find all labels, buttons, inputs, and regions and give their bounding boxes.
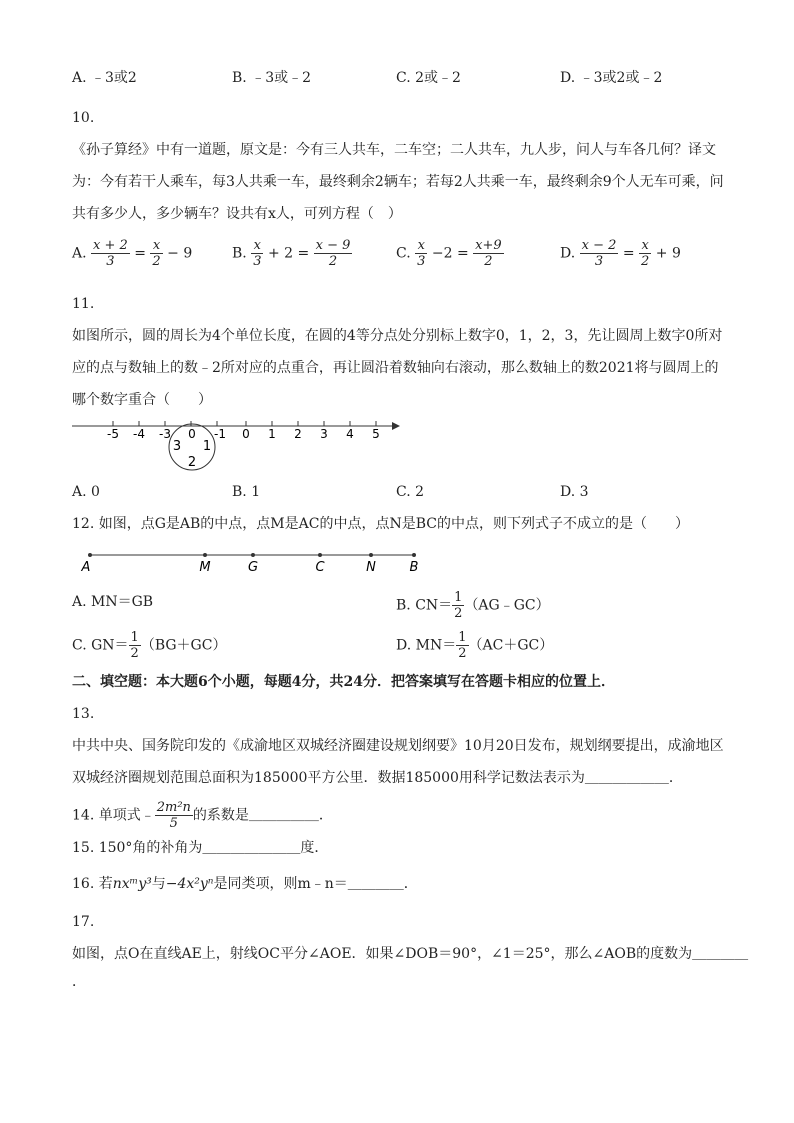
point-b [412, 553, 416, 557]
q12-option-b: B. CN＝ $\frac{1}{2}$ （AG﹣GC） [396, 590, 550, 621]
q10-option-b: B. $\frac{x}{3}$ + 2 = $\frac{x - 9}{2}$ [232, 238, 351, 269]
circle-label: 3 [172, 439, 182, 454]
label-b: B [409, 560, 419, 575]
tick-label: -5 [107, 427, 119, 441]
tick-label: 0 [242, 427, 250, 441]
tick-label: 0 [188, 427, 196, 441]
number-line-figure [70, 414, 410, 474]
section-2-heading: 二、填空题：本大题6个小题，每题4分，共24分．把答案填写在答题卡相应的位置上． [72, 674, 615, 690]
tick-label: 1 [268, 427, 276, 441]
label-n: N [366, 560, 376, 575]
axis-ticks [113, 421, 376, 426]
tick-label: -3 [159, 427, 171, 441]
circle-label: 1 [202, 439, 212, 454]
point-n [369, 553, 373, 557]
q13-line-2: 双城经济圈规划范围总面积为185000平方公里．数据185000用科学记数法表示为＿＿＿＿＿＿． [72, 770, 683, 786]
q9-option-c: C. 2或﹣2 [396, 70, 461, 86]
q12-stem: 12. 如图，点G是AB的中点，点M是AC的中点，点N是BC的中点，则下列式子不成立的是（ ） [72, 516, 689, 532]
tick-label: 3 [320, 427, 328, 441]
q11-option-d: D. 3 [560, 484, 589, 500]
tick-label: 5 [372, 427, 380, 441]
point-c [318, 553, 322, 557]
tick-label: -1 [214, 427, 226, 441]
q13-number: 13. [72, 706, 95, 722]
q16: 16. 若nxᵐy³与−4x²yⁿ是同类项，则m﹣n＝＿＿＿＿． [72, 876, 418, 892]
label-m: M [199, 560, 211, 575]
q10-number: 10. [72, 110, 95, 126]
tick-label: -4 [133, 427, 145, 441]
q15: 15. 150°角的补角为＿＿＿＿＿＿＿度． [72, 840, 329, 856]
q17-line-1: 如图，点O在直线AE上，射线OC平分∠AOE．如果∠DOB＝90°，∠1＝25°，那么∠AOB的度数为＿＿＿＿ [72, 946, 749, 962]
q11-number: 11. [72, 296, 95, 312]
segment-figure [78, 548, 428, 576]
q12-option-d: D. MN＝ $\frac{1}{2}$ （AC＋GC） [396, 630, 554, 661]
label-a: A [81, 560, 91, 575]
q17-line-2: ． [72, 974, 86, 990]
q10-option-a: A. $\frac{x + 2}{3}$ = $\frac{x}{2}$ − 9 [72, 238, 193, 269]
q10-option-c: C. $\frac{x}{3}$ −2 = $\frac{x+9}{2}$ [396, 238, 502, 269]
q10-line-2: 为：今有若干人乘车，每3人共乘一车，最终剩余2辆车；若每2人共乘一车，最终剩余9个人无车可乘，问 [72, 174, 724, 190]
label-g: G [247, 560, 259, 575]
point-g [251, 553, 255, 557]
q14: 14. 单项式﹣ $\frac{\text{2m²n}}{5}$ 的系数是＿＿＿＿＿． [72, 800, 333, 831]
q11-option-b: B. 1 [232, 484, 261, 500]
q12-option-a: A. MN＝GB [72, 594, 154, 610]
q10-line-3: 共有多少人，多少辆车？设共有x人，可列方程（ ） [72, 206, 402, 222]
axis-arrow [392, 422, 400, 430]
q13-line-1: 中共中央、国务院印发的《成渝地区双城经济圈建设规划纲要》10月20日发布，规划纲要提出，成渝地区 [72, 738, 724, 754]
q11-option-c: C. 2 [396, 484, 425, 500]
label-c: C [315, 560, 325, 575]
q9-option-a: A. ﹣3或2 [72, 70, 137, 86]
q12-option-c: C. GN＝ $\frac{1}{2}$ （BG＋GC） [72, 630, 227, 661]
point-a [88, 553, 92, 557]
q17-number: 17. [72, 914, 95, 930]
q11-line-2: 应的点与数轴上的数﹣2所对应的点重合，再让圆沿着数轴向右滚动，那么数轴上的数2021将与圆周上的 [72, 360, 719, 376]
q11-line-1: 如图所示，圆的周长为4个单位长度，在圆的4等分点处分别标上数字0，1，2，3，先让圆周上数字0所对 [72, 328, 723, 344]
q9-option-d: D. ﹣3或2或﹣2 [560, 70, 663, 86]
q11-option-a: A. 0 [72, 484, 100, 500]
tick-label: 2 [294, 427, 302, 441]
tick-label: 4 [346, 427, 354, 441]
q10-line-1: 《孙子算经》中有一道题，原文是：今有三人共车，二车空；二人共车，九人步，问人与车各几何？译文 [72, 142, 716, 158]
q11-line-3: 哪个数字重合（ ） [72, 392, 212, 408]
circle-label: 2 [187, 455, 197, 470]
q9-option-b: B. ﹣3或﹣2 [232, 70, 312, 86]
q10-option-d: D. $\frac{x - 2}{3}$ = $\frac{x}{2}$ + 9 [560, 238, 681, 269]
point-m [203, 553, 207, 557]
